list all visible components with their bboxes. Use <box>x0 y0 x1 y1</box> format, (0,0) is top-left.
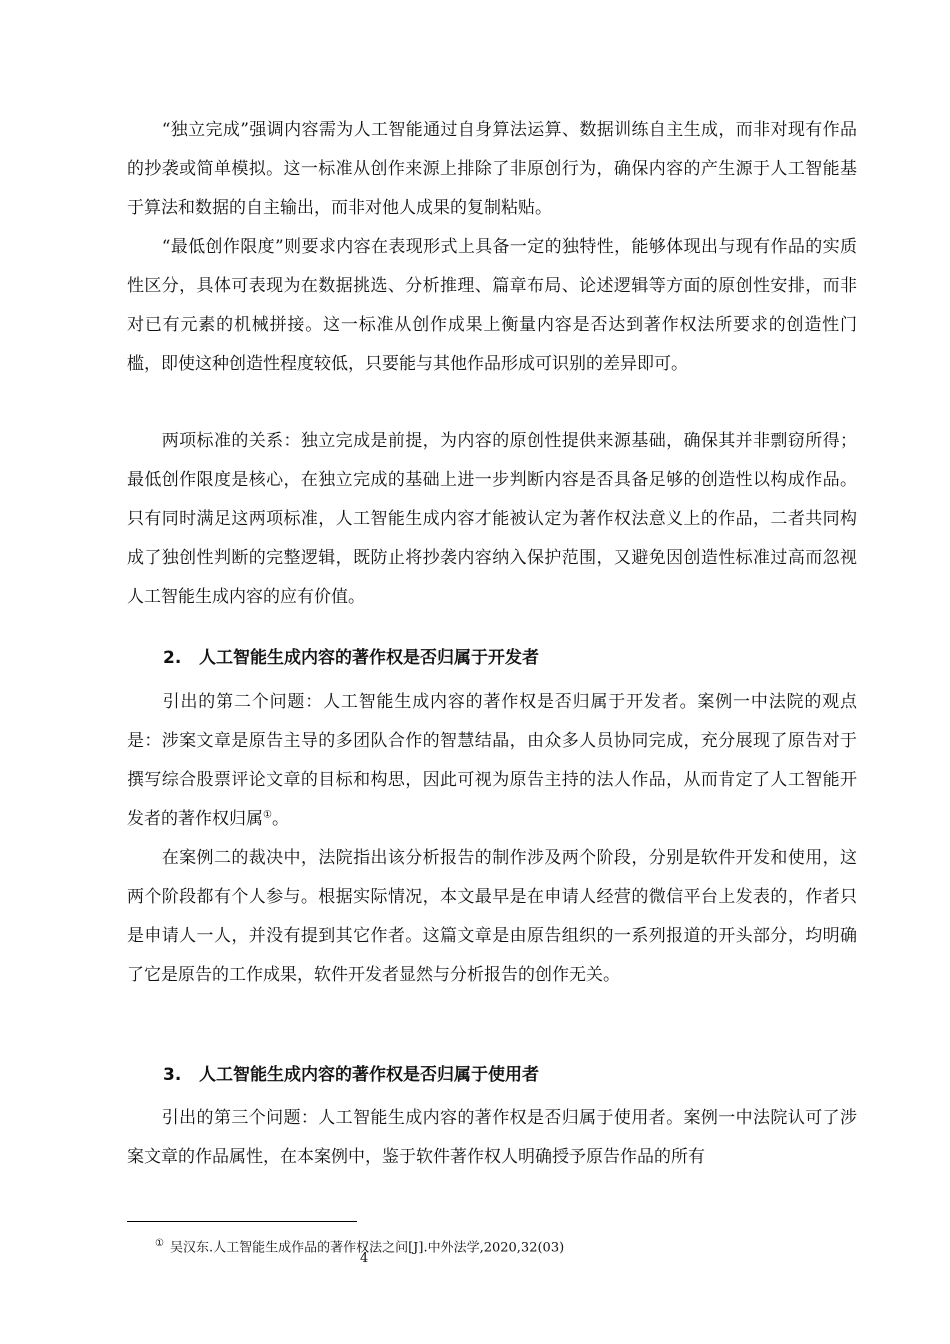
page-number: 4 <box>360 1251 369 1266</box>
paragraph-user-case-one: 引出的第三个问题：人工智能生成内容的著作权是否归属于使用者。案例一中法院认可了涉案文章的作品属性，在本案例中，鉴于软件著作权人明确授予原告作品的所有 <box>127 1108 857 1167</box>
section-heading-2 <box>163 646 539 670</box>
section-title: 人工智能生成内容的著作权是否归属于使用者 <box>199 1065 539 1085</box>
section-number: 3. <box>163 1065 182 1085</box>
section-number: 2. <box>163 648 182 668</box>
section-heading-3 <box>163 1063 539 1087</box>
paragraph-developer-case-one <box>127 683 857 839</box>
section-title: 人工智能生成内容的著作权是否归属于开发者 <box>199 648 539 668</box>
footnote-text: 吴汉东.人工智能生成作品的著作权法之问[J].中外法学,2020,32(03) <box>169 1240 565 1256</box>
paragraph-minimum-creativity: “最低创作限度”则要求内容在表现形式上具备一定的独特性，能够体现出与现有作品的实质性区分，具体可表现为在数据挑选、分析推理、篇章布局、论述逻辑等方面的原创性安排，而非对已有元素的机械拼接。这一标准从创作成果上衡量内容是否达到著作权法所要求的创造性门槛，即使这种创造性程度较低，只要能与其他作品形成可识别的差异即可。 <box>127 237 857 374</box>
footnote-mark: ① <box>155 1238 164 1249</box>
paragraph-developer-case-two: 在案例二的裁决中，法院指出该分析报告的制作涉及两个阶段，分别是软件开发和使用，这两个阶段都有个人参与。根据实际情况，本文最早是在申请人经营的微信平台上发表的，作者只是申请人一人，并没有提到其它作者。这篇文章是由原告组织的一系列报道的开头部分，均明确了它是原告的工作成果，软件开发者显然与分析报告的创作无关。 <box>127 848 857 985</box>
paragraph-text: 引出的第二个问题：人工智能生成内容的著作权是否归属于开发者。案例一中法院的观点是：涉案文章是原告主导的多团队合作的智慧结晶，由众多人员协同完成，充分展现了原告对于撰写综合股票评论文章的目标和构思，因此可视为原告主持的法人作品，从而肯定了人工智能开发者的著作权归属 <box>127 692 857 829</box>
footnote-reference[interactable]: ① <box>263 809 272 821</box>
paragraph-independent-completion: “独立完成”强调内容需为人工智能通过自身算法运算、数据训练自主生成，而非对现有作品的抄袭或简单模拟。这一标准从创作来源上排除了非原创行为，确保内容的产生源于人工智能基于算法和数据的自主输出，而非对他人成果的复制粘贴。 <box>127 120 857 218</box>
paragraph-two-standards-relation: 两项标准的关系：独立完成是前提，为内容的原创性提供来源基础，确保其并非剽窃所得；最低创作限度是核心，在独立完成的基础上进一步判断内容是否具备足够的创造性以构成作品。只有同时满足这两项标准，人工智能生成内容才能被认定为著作权法意义上的作品，二者共同构成了独创性判断的完整逻辑，既防止将抄袭内容纳入保护范围，又避免因创造性标准过高而忽视人工智能生成内容的应有价值。 <box>127 431 857 607</box>
footnote-separator <box>127 1221 357 1222</box>
paragraph-text-end: 。 <box>271 809 289 829</box>
